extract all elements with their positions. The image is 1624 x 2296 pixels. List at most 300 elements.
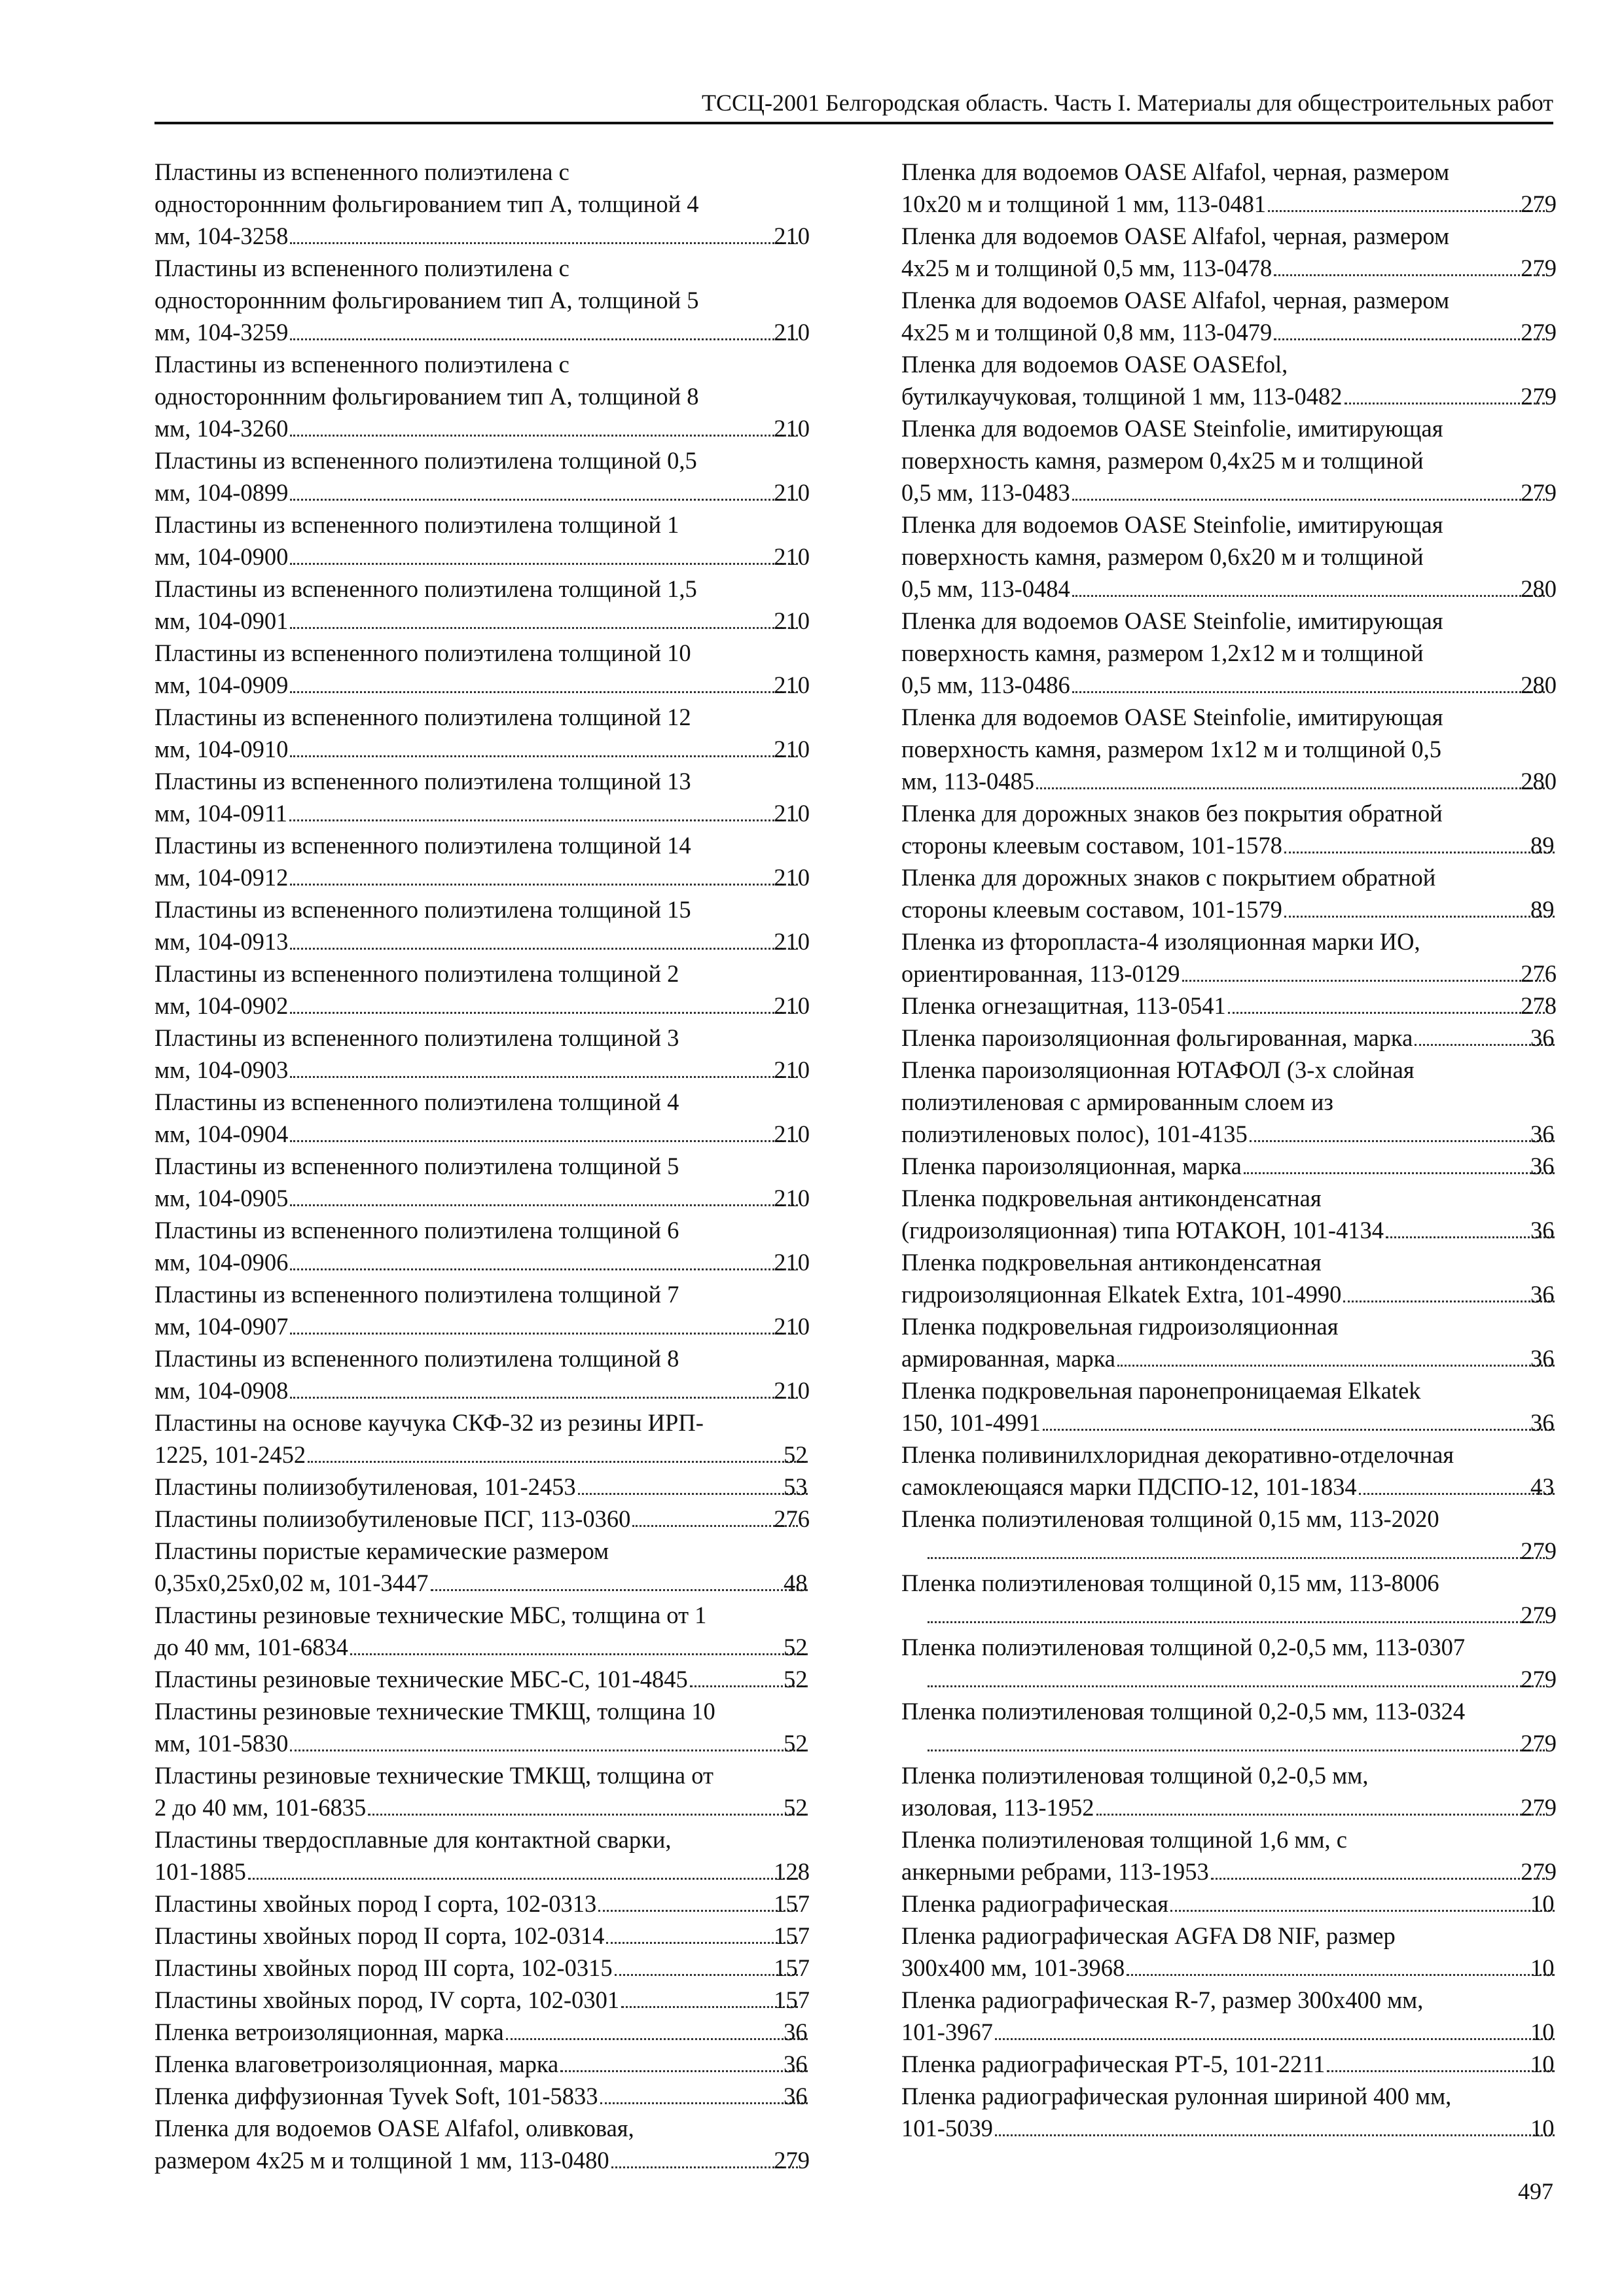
entry-leader-line: Пленка радиографическая 10 bbox=[928, 1888, 1557, 1920]
entry-leader-line bbox=[901, 188, 1557, 220]
entry-text-line: 2 до 40 мм, 101-6835 bbox=[154, 1794, 367, 1821]
entry-page-ref: 157 bbox=[774, 1986, 810, 2013]
dot-leader bbox=[1268, 191, 1545, 212]
index-entry bbox=[901, 797, 1557, 861]
entry-text-line: Пластины из вспененного полиэтилена толщиной 6 bbox=[154, 1217, 679, 1244]
entry-leader-line bbox=[154, 220, 810, 252]
dot-leader bbox=[1228, 993, 1545, 1014]
entry-text-line: мм, 104-0913 bbox=[154, 928, 289, 955]
entry-text-line: бутилкаучуковая, толщиной 1 мм, 113-0482 bbox=[901, 383, 1343, 410]
index-entry bbox=[154, 701, 810, 765]
entry-text-line: Пластины хвойных пород II сорта, 102-0314 bbox=[154, 1922, 605, 1949]
dot-leader bbox=[611, 2147, 799, 2168]
dot-leader bbox=[1117, 1346, 1555, 1367]
entry-leader-line: Пленка пароизоляционная фольгированная, марка 36 bbox=[928, 1022, 1557, 1054]
dot-leader bbox=[1344, 384, 1545, 404]
index-entry bbox=[901, 2080, 1557, 2144]
index-entry bbox=[901, 509, 1557, 605]
entry-text-line: мм, 113-0485 bbox=[901, 768, 1034, 795]
entry-page-ref: 279 bbox=[774, 2147, 810, 2174]
entry-leader-line bbox=[901, 573, 1557, 605]
dot-leader bbox=[290, 608, 798, 629]
index-entry bbox=[154, 444, 810, 509]
entry-text-line: 150, 101-4991 bbox=[901, 1409, 1041, 1436]
index-entry bbox=[901, 1150, 1557, 1182]
entry-page-ref: 279 bbox=[1521, 190, 1557, 217]
entry-text-line: Пластины из вспененного полиэтилена толщиной 8 bbox=[154, 1345, 679, 1372]
index-entry bbox=[901, 1631, 1557, 1695]
index-entry bbox=[154, 1695, 810, 1759]
entry-text-line: Пленка полиэтиленовая толщиной 0,15 мм, 113-2020 bbox=[901, 1505, 1439, 1532]
entry-text-line: самоклеющаяся марки ПДСПО-12, 101-1834 bbox=[901, 1473, 1357, 1500]
entry-text-line: одностороннним фольгированием тип А, толщиной 8 bbox=[154, 383, 699, 410]
entry-text-line: мм, 101-5830 bbox=[154, 1730, 289, 1757]
entry-text-line: Пленка радиографическая bbox=[901, 1890, 1169, 1917]
dot-leader bbox=[1211, 1859, 1545, 1880]
entry-page-ref: 279 bbox=[1521, 1666, 1557, 1693]
index-entry bbox=[901, 990, 1557, 1022]
entry-leader-line: мм, 101-5830 52 bbox=[181, 1727, 810, 1759]
index-entry bbox=[154, 1342, 810, 1407]
entry-leader-line: 150, 101-4991 36 bbox=[928, 1407, 1557, 1439]
dot-leader bbox=[560, 2051, 808, 2072]
entry-leader-line bbox=[154, 2144, 810, 2176]
entry-leader-line bbox=[901, 958, 1557, 990]
entry-page-ref: 278 bbox=[1521, 992, 1557, 1019]
dot-leader bbox=[1072, 576, 1545, 597]
entry-text-line: Пластины из вспененного полиэтилена с bbox=[154, 158, 569, 185]
entry-page-ref: 210 bbox=[774, 1377, 810, 1404]
entry-leader-line bbox=[154, 1888, 810, 1920]
index-entry bbox=[154, 1984, 810, 2016]
index-entry bbox=[154, 1663, 810, 1695]
dot-leader bbox=[1343, 1282, 1555, 1302]
dot-leader bbox=[995, 2115, 1555, 2136]
dot-leader bbox=[928, 1602, 1545, 1623]
index-entry bbox=[154, 2016, 810, 2048]
entry-page-ref: 210 bbox=[774, 1056, 810, 1083]
dot-leader bbox=[1274, 319, 1545, 340]
entry-leader-line bbox=[154, 925, 810, 958]
entry-text-line: Пленка полиэтиленовая толщиной 0,2-0,5 мм, 113-0324 bbox=[901, 1698, 1466, 1725]
entry-page-ref: 279 bbox=[1521, 1730, 1557, 1757]
entry-text-line: Пластины полиизобутиленовая, 101-2453 bbox=[154, 1473, 576, 1500]
index-entry bbox=[154, 1823, 810, 1888]
dot-leader bbox=[1072, 480, 1545, 501]
entry-text-line: Пленка для водоемов OASE Steinfolie, имитирующая bbox=[901, 704, 1443, 730]
index-entry bbox=[154, 1086, 810, 1150]
entry-text-line: мм, 104-0910 bbox=[154, 736, 289, 762]
entry-leader-line: гидроизоляционная Elkatek Extra, 101-4990 36 bbox=[928, 1278, 1557, 1310]
index-entry bbox=[901, 1246, 1557, 1310]
dot-leader bbox=[368, 1795, 808, 1816]
entry-page-ref: 157 bbox=[774, 1890, 810, 1917]
entry-text-line: Пластины из вспененного полиэтилена толщиной 1 bbox=[154, 511, 679, 538]
dot-leader bbox=[290, 480, 798, 501]
entry-page-ref: 210 bbox=[774, 479, 810, 506]
entry-leader-line bbox=[154, 605, 810, 637]
entry-text-line: Пластины резиновые технические МБС, толщина от 1 bbox=[154, 1602, 707, 1628]
entry-text-line: Пластины из вспененного полиэтилена толщиной 12 bbox=[154, 704, 691, 730]
dot-leader bbox=[995, 2019, 1555, 2040]
entry-leader-line: стороны клеевым составом, 101-1578 89 bbox=[928, 829, 1557, 861]
entry-text-line: мм, 104-0908 bbox=[154, 1377, 289, 1404]
entry-text-line: 10x20 м и толщиной 1 мм, 113-0481 bbox=[901, 190, 1267, 217]
entry-text-line: Пленка подкровельная гидроизоляционная bbox=[901, 1313, 1339, 1340]
entry-leader-line bbox=[154, 1246, 810, 1278]
entry-text-line: Пластины из вспененного полиэтилена толщиной 4 bbox=[154, 1088, 679, 1115]
entry-leader-line bbox=[901, 1791, 1557, 1823]
index-entry bbox=[901, 1567, 1557, 1631]
entry-leader-line: Пленка ветроизоляционная, марка 36 bbox=[181, 2016, 810, 2048]
index-entry bbox=[154, 1599, 810, 1663]
entry-leader-line bbox=[154, 1054, 810, 1086]
entry-text-line: до 40 мм, 101-6834 bbox=[154, 1634, 348, 1660]
entry-page-ref: 210 bbox=[774, 672, 810, 698]
entry-text-line: мм, 104-0911 bbox=[154, 800, 287, 827]
entry-text-line: полиэтиленовая с армированным слоем из bbox=[901, 1088, 1333, 1115]
entry-text-line: Пластины из вспененного полиэтилена толщиной 5 bbox=[154, 1153, 679, 1179]
entry-leader-line bbox=[154, 1182, 810, 1214]
entry-text-line: Пластины хвойных пород III сорта, 102-0315 bbox=[154, 1954, 613, 1981]
index-entry bbox=[154, 1535, 810, 1599]
entry-page-ref: 210 bbox=[774, 319, 810, 346]
dot-leader bbox=[1359, 1474, 1555, 1495]
entry-text-line: мм, 104-0899 bbox=[154, 479, 289, 506]
entry-leader-line: армированная, марка 36 bbox=[928, 1342, 1557, 1374]
dot-leader bbox=[1284, 833, 1555, 853]
entry-text-line: мм, 104-0900 bbox=[154, 543, 289, 570]
index-entry bbox=[901, 1695, 1557, 1759]
entry-text-line: Пластины твердосплавные для контактной сварки, bbox=[154, 1826, 672, 1853]
dot-leader bbox=[928, 1731, 1545, 1751]
index-entry bbox=[154, 1278, 810, 1342]
entry-text-line: 101-3967 bbox=[901, 2018, 993, 2045]
entry-text-line: Пленка пароизоляционная, марка bbox=[901, 1153, 1242, 1179]
entry-text-line: Пластины из вспененного полиэтилена толщиной 15 bbox=[154, 896, 691, 923]
index-entry bbox=[901, 348, 1557, 412]
entry-text-line: мм, 104-3260 bbox=[154, 415, 289, 442]
entry-page-ref: 210 bbox=[774, 415, 810, 442]
dot-leader bbox=[290, 223, 798, 244]
entry-text-line: Пленка огнезащитная, 113-0541 bbox=[901, 992, 1226, 1019]
entry-page-ref: 279 bbox=[1521, 1858, 1557, 1885]
entry-page-ref: 210 bbox=[774, 736, 810, 762]
index-entry bbox=[901, 1503, 1557, 1567]
entry-leader-line bbox=[901, 476, 1557, 509]
entry-text-line: стороны клеевым составом, 101-1578 bbox=[901, 832, 1282, 859]
entry-text-line: Пленка для водоемов OASE Alfafol, черная, размером bbox=[901, 287, 1450, 314]
entry-text-line: поверхность камня, размером 1x12 м и толщиной 0,5 bbox=[901, 736, 1442, 762]
entry-page-ref: 276 bbox=[774, 1505, 810, 1532]
index-entry bbox=[154, 1022, 810, 1086]
entry-page-ref: 279 bbox=[1521, 1794, 1557, 1821]
entry-page-ref: 280 bbox=[1521, 575, 1557, 602]
dot-leader bbox=[290, 1378, 798, 1399]
index-entry bbox=[901, 1823, 1557, 1888]
entry-text-line: стороны клеевым составом, 101-1579 bbox=[901, 896, 1282, 923]
dot-leader bbox=[289, 800, 798, 821]
index-entry bbox=[154, 1759, 810, 1823]
dot-leader bbox=[1127, 1955, 1555, 1976]
index-entry bbox=[901, 156, 1557, 220]
entry-text-line: Пластины из вспененного полиэтилена толщиной 0,5 bbox=[154, 447, 697, 474]
entry-text-line: армированная, марка bbox=[901, 1345, 1115, 1372]
entry-page-ref: 210 bbox=[774, 864, 810, 891]
entry-text-line: анкерными ребрами, 113-1953 bbox=[901, 1858, 1209, 1885]
entry-text-line: Пластины хвойных пород, IV сорта, 102-0301 bbox=[154, 1986, 620, 2013]
index-entry bbox=[901, 925, 1557, 990]
entry-leader-line bbox=[928, 1535, 1557, 1567]
entry-page-ref: 210 bbox=[774, 1121, 810, 1147]
entry-text-line: Пленка полиэтиленовая толщиной 1,6 мм, с bbox=[901, 1826, 1348, 1853]
entry-text-line: Пленка для дорожных знаков с покрытием обратной bbox=[901, 864, 1436, 891]
entry-text-line: Пленка для дорожных знаков без покрытия обратной bbox=[901, 800, 1443, 827]
index-entry bbox=[154, 1407, 810, 1471]
dot-leader bbox=[506, 2019, 808, 2040]
entry-leader-line: полиэтиленовых полос), 101-4135 36 bbox=[928, 1118, 1557, 1150]
dot-leader bbox=[290, 1731, 808, 1751]
entry-text-line: Пленка полиэтиленовая толщиной 0,2-0,5 мм, 113-0307 bbox=[901, 1634, 1466, 1660]
index-entry bbox=[154, 1920, 810, 1952]
entry-leader-line bbox=[154, 797, 810, 829]
running-head: ТССЦ-2001 Белгородская область. Часть I. Материалы для общестроительных работ bbox=[154, 84, 1553, 124]
index-entry bbox=[901, 1984, 1557, 2048]
index-entry bbox=[154, 829, 810, 893]
entry-leader-line bbox=[154, 476, 810, 509]
entry-text-line: Пленка для водоемов OASE Steinfolie, имитирующая bbox=[901, 511, 1443, 538]
entry-page-ref: 210 bbox=[774, 800, 810, 827]
dot-leader bbox=[1244, 1153, 1555, 1174]
entry-text-line: Пленка подкровельная паронепроницаемая Elkatek bbox=[901, 1377, 1421, 1404]
entry-text-line: мм, 104-0903 bbox=[154, 1056, 289, 1083]
entry-text-line: (гидроизоляционная) типа ЮТАКОН, 101-4134 bbox=[901, 1217, 1384, 1244]
dot-leader bbox=[600, 2083, 808, 2104]
dot-leader bbox=[1170, 1891, 1555, 1912]
dot-leader bbox=[1327, 2051, 1555, 2072]
dot-leader bbox=[290, 1185, 798, 1206]
entry-text-line: поверхность камня, размером 0,6x20 м и толщиной bbox=[901, 543, 1424, 570]
index-entry bbox=[154, 765, 810, 829]
entry-page-ref: 210 bbox=[774, 1313, 810, 1340]
entry-text-line: Пластины из вспененного полиэтилена толщиной 1,5 bbox=[154, 575, 697, 602]
index-entry bbox=[901, 1022, 1557, 1054]
entry-text-line: Пластины хвойных пород I сорта, 102-0313 bbox=[154, 1890, 597, 1917]
entry-text-line: мм, 104-3258 bbox=[154, 223, 289, 249]
entry-leader-line: 300x400 мм, 101-3968 10 bbox=[928, 1952, 1557, 1984]
entry-text-line: Пленка подкровельная антиконденсатная bbox=[901, 1249, 1322, 1276]
entry-page-ref: 157 bbox=[774, 1922, 810, 1949]
dot-leader bbox=[578, 1474, 808, 1495]
entry-page-ref: 210 bbox=[774, 543, 810, 570]
entry-text-line: 1225, 101-2452 bbox=[154, 1441, 306, 1468]
dot-leader bbox=[621, 1987, 798, 2008]
dot-leader bbox=[290, 993, 798, 1014]
entry-text-line: Пленка для водоемов OASE Steinfolie, имитирующая bbox=[901, 607, 1443, 634]
entry-page-ref: 279 bbox=[1521, 479, 1557, 506]
entry-text-line: 0,5 мм, 113-0484 bbox=[901, 575, 1070, 602]
dot-leader bbox=[290, 544, 798, 565]
entry-leader-line: стороны клеевым составом, 101-1579 89 bbox=[928, 893, 1557, 925]
dot-leader bbox=[290, 672, 798, 693]
index-entry bbox=[901, 2048, 1557, 2080]
entry-text-line: Пленка для водоемов OASE OASEfol, bbox=[901, 351, 1288, 378]
entry-text-line: ориентированная, 113-0129 bbox=[901, 960, 1180, 987]
entry-leader-line bbox=[154, 1856, 810, 1888]
entry-leader-line bbox=[154, 316, 810, 348]
entry-text-line: Пластины из вспененного полиэтилена с bbox=[154, 351, 569, 378]
entry-text-line: мм, 104-0901 bbox=[154, 607, 289, 634]
entry-text-line: Пластины полиизобутиленовые ПСГ, 113-0360 bbox=[154, 1505, 631, 1532]
entry-text-line: Пленка для водоемов OASE Alfafol, черная, размером bbox=[901, 223, 1450, 249]
dot-leader bbox=[606, 1923, 798, 1944]
index-entry bbox=[901, 1759, 1557, 1823]
dot-leader bbox=[431, 1570, 808, 1591]
entry-text-line: Пленка пароизоляционная ЮТАФОЛ (3-х слойная bbox=[901, 1056, 1415, 1083]
entry-text-line: Пластины из вспененного полиэтилена толщиной 13 bbox=[154, 768, 691, 795]
index-entry bbox=[901, 1920, 1557, 1984]
entry-page-ref: 210 bbox=[774, 1185, 810, 1211]
dot-leader bbox=[290, 1249, 798, 1270]
dot-leader bbox=[290, 865, 798, 886]
entry-leader-line: 2 до 40 мм, 101-6835 52 bbox=[181, 1791, 810, 1823]
entry-text-line: 0,5 мм, 113-0486 bbox=[901, 672, 1070, 698]
index-entry bbox=[154, 1150, 810, 1214]
entry-leader-line: 1225, 101-2452 52 bbox=[181, 1439, 810, 1471]
entry-leader-line: Пленка влаговетроизоляционная, марка 36 bbox=[181, 2048, 810, 2080]
entry-text-line: Пленка для водоемов OASE Steinfolie, имитирующая bbox=[901, 415, 1443, 442]
dot-leader bbox=[290, 1121, 798, 1142]
entry-text-line: одностороннним фольгированием тип А, толщиной 4 bbox=[154, 190, 699, 217]
entry-leader-line bbox=[154, 861, 810, 893]
entry-text-line: 0,35x0,25x0,02 м, 101-3447 bbox=[154, 1570, 429, 1596]
entry-page-ref: 210 bbox=[774, 607, 810, 634]
entry-text-line: гидроизоляционная Elkatek Extra, 101-4990 bbox=[901, 1281, 1342, 1308]
entry-leader-line: 0,35x0,25x0,02 м, 101-3447 48 bbox=[181, 1567, 810, 1599]
entry-text-line: одностороннним фольгированием тип А, толщиной 5 bbox=[154, 287, 699, 314]
dot-leader bbox=[1043, 1410, 1555, 1431]
entry-leader-line bbox=[154, 733, 810, 765]
index-entry bbox=[901, 412, 1557, 509]
entry-text-line: Пленка влаговетроизоляционная, марка bbox=[154, 2051, 559, 2077]
index-entry bbox=[901, 1182, 1557, 1246]
entry-text-line: мм, 104-0905 bbox=[154, 1185, 289, 1211]
entry-text-line: мм, 104-3259 bbox=[154, 319, 289, 346]
index-entry bbox=[901, 861, 1557, 925]
entry-text-line: мм, 104-0912 bbox=[154, 864, 289, 891]
index-entry bbox=[154, 348, 810, 444]
entry-leader-line bbox=[901, 316, 1557, 348]
entry-text-line: мм, 104-0904 bbox=[154, 1121, 289, 1147]
index-entry bbox=[901, 1439, 1557, 1503]
dot-leader bbox=[290, 1057, 798, 1078]
entry-text-line: Пленка для водоемов OASE Alfafol, оливковая, bbox=[154, 2115, 634, 2142]
index-entry bbox=[901, 605, 1557, 701]
entry-leader-line bbox=[154, 669, 810, 701]
dot-leader bbox=[598, 1891, 798, 1912]
entry-text-line: Пленка полиэтиленовая толщиной 0,2-0,5 мм, bbox=[901, 1762, 1369, 1789]
entry-text-line: 4x25 м и толщиной 0,5 мм, 113-0478 bbox=[901, 255, 1272, 281]
entry-leader-line: Пленка диффузионная Tyvek Soft, 101-5833 36 bbox=[181, 2080, 810, 2112]
entry-text-line: Пластины из вспененного полиэтилена толщиной 3 bbox=[154, 1024, 679, 1051]
index-entry bbox=[901, 1054, 1557, 1150]
index-entry bbox=[154, 1952, 810, 1984]
index-column-left bbox=[154, 156, 810, 2176]
index-entry bbox=[154, 637, 810, 701]
entry-leader-line bbox=[901, 252, 1557, 284]
entry-leader-line bbox=[154, 1118, 810, 1150]
dot-leader bbox=[1284, 897, 1555, 918]
dot-leader bbox=[1036, 768, 1545, 789]
entry-text-line: изоловая, 113-1952 bbox=[901, 1794, 1094, 1821]
entry-leader-line: (гидроизоляционная) типа ЮТАКОН, 101-4134 36 bbox=[928, 1214, 1557, 1246]
entry-page-ref: 279 bbox=[1521, 1602, 1557, 1628]
entry-text-line: 0,5 мм, 113-0483 bbox=[901, 479, 1070, 506]
index-entry bbox=[901, 1310, 1557, 1374]
entry-leader-line: Пленка пароизоляционная, марка 36 bbox=[928, 1150, 1557, 1182]
entry-text-line: Пленка радиографическая рулонная шириной 400 мм, bbox=[901, 2083, 1452, 2109]
dot-leader bbox=[248, 1859, 798, 1880]
entry-leader-line bbox=[154, 990, 810, 1022]
dot-leader bbox=[290, 319, 798, 340]
entry-text-line: Пленка полиэтиленовая толщиной 0,15 мм, 113-8006 bbox=[901, 1570, 1439, 1596]
dot-leader bbox=[1250, 1121, 1555, 1142]
entry-page-ref: 276 bbox=[1521, 960, 1557, 987]
entry-text-line: 101-5039 bbox=[901, 2115, 993, 2142]
entry-text-line: Пленка ветроизоляционная, марка bbox=[154, 2018, 504, 2045]
dot-leader bbox=[290, 416, 798, 437]
dot-leader bbox=[308, 1442, 808, 1463]
entry-text-line: размером 4x25 м и толщиной 1 мм, 113-0480 bbox=[154, 2147, 609, 2174]
entry-text-line: Пластины резиновые технические ТМКЩ, толщина 10 bbox=[154, 1698, 715, 1725]
entry-text-line: Пластины из вспененного полиэтилена толщиной 2 bbox=[154, 960, 679, 987]
entry-text-line: Пластины на основе каучука СКФ-32 из резины ИРП- bbox=[154, 1409, 704, 1436]
index-entry bbox=[154, 1503, 810, 1535]
entry-text-line: Пластины из вспененного полиэтилена толщиной 7 bbox=[154, 1281, 679, 1308]
entry-text-line: Пленка подкровельная антиконденсатная bbox=[901, 1185, 1322, 1211]
entry-leader-line bbox=[154, 1503, 810, 1535]
entry-text-line: Пластины из вспененного полиэтилена толщиной 10 bbox=[154, 639, 691, 666]
entry-leader-line: 101-3967 10 bbox=[928, 2016, 1557, 2048]
entry-text-line: мм, 104-0909 bbox=[154, 672, 289, 698]
dot-leader bbox=[928, 1666, 1545, 1687]
page-number: 497 bbox=[1518, 2178, 1553, 2204]
index-entry bbox=[901, 220, 1557, 284]
entry-text-line: Пленка пароизоляционная фольгированная, марка bbox=[901, 1024, 1413, 1051]
index-entry bbox=[154, 156, 810, 252]
dot-leader bbox=[350, 1634, 808, 1655]
entry-text-line: мм, 104-0907 bbox=[154, 1313, 289, 1340]
index-entry bbox=[154, 2048, 810, 2080]
dot-leader bbox=[1096, 1795, 1545, 1816]
entry-text-line: Пластины резиновые технические ТМКЩ, толщина от bbox=[154, 1762, 713, 1789]
entry-text-line: Пленка радиографическая R-7, размер 300x400 мм, bbox=[901, 1986, 1424, 2013]
entry-leader-line bbox=[928, 1727, 1557, 1759]
index-entry bbox=[154, 1888, 810, 1920]
entry-page-ref: 279 bbox=[1521, 1537, 1557, 1564]
index-entry bbox=[154, 573, 810, 637]
entry-page-ref: 279 bbox=[1521, 383, 1557, 410]
entry-text-line: мм, 104-0902 bbox=[154, 992, 289, 1019]
dot-leader bbox=[290, 1314, 798, 1335]
entry-leader-line: самоклеющаяся марки ПДСПО-12, 101-1834 43 bbox=[928, 1471, 1557, 1503]
entry-page-ref: 210 bbox=[774, 1249, 810, 1276]
entry-leader-line bbox=[154, 1310, 810, 1342]
entry-text-line: Пластины резиновые технические МБС-С, 101-4845 bbox=[154, 1666, 688, 1693]
entry-text-line: Пленка радиографическая РТ-5, 101-2211 bbox=[901, 2051, 1326, 2077]
entry-page-ref: 280 bbox=[1521, 768, 1557, 795]
entry-leader-line bbox=[901, 669, 1557, 701]
